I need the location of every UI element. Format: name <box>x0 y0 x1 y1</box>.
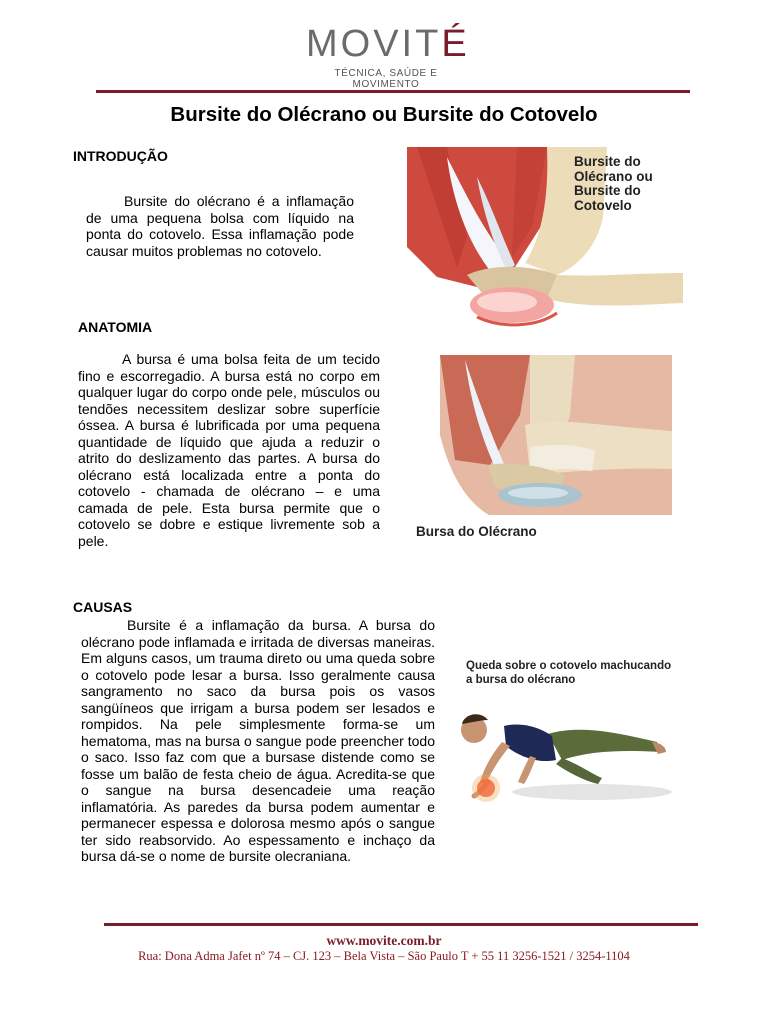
olecranon-bursa-illustration <box>410 355 672 545</box>
figure-olecranon-bursa <box>410 355 672 545</box>
fig1-caption-line: Olécrano ou <box>574 168 653 184</box>
figure-elbow-bursitis <box>407 147 683 333</box>
section-heading-causes: CAUSAS <box>73 599 133 615</box>
logo-tagline: TÉCNICA, SAÚDE E MOVIMENTO <box>334 68 438 90</box>
logo-wordmark <box>306 23 470 65</box>
logo-word-part: MOVIT <box>306 23 442 65</box>
fig3-caption-line: Queda sobre o cotovelo machucando <box>466 660 672 672</box>
section-heading-anatomy: ANATOMIA <box>78 319 153 335</box>
fig1-caption-line: Bursite do <box>574 154 641 169</box>
fig1-caption-line: Cotovelo <box>574 197 632 213</box>
figure-3-caption <box>466 659 676 687</box>
figure-2-caption: Bursa do Olécrano <box>416 524 537 539</box>
footer-address: Rua: Dona Adma Jafet nº 74 – CJ. 123 – Bela Vista – São Paulo T + 55 11 3256-1521 / 3254-1104 <box>138 949 630 963</box>
causes-text: Bursite é a inflamação da bursa. A bursa do olécrano pode inflamada e irritada de diversas maneiras. Em alguns casos, um trauma direto ou uma queda sobre o cotovelo pode lesar a bursa. Isso geralmente causa sangramento no saco da bursa pois os vasos sangüíneos que irrigam a bursa podem ser lesados e rompidos. Na pele simplesmente forma-se um hematoma, mas na bursa o sangue pode preencher todo o saco. Isso faz com que a bursase distende como se fosse um balão de festa cheio de água. Acredita-se que o sangue na bursa desencadeie uma reação inflamatória. As paredes da bursa podem aumentar e permanecer espessa e dolorosa mesmo após o sangue ter sido reabsorvido. Ao espessamento e inchaço da bursa dá-se o nome de bursite olecraniana. <box>81 617 435 864</box>
falling-person-illustration <box>452 694 676 828</box>
fig3-caption-line: a bursa do olécrano <box>466 674 576 686</box>
figure-1-caption <box>574 155 682 213</box>
fig1-caption-line: Bursite do <box>574 183 641 198</box>
intro-text: Bursite do olécrano é a inflamação de uma pequena bolsa com líquido na ponta do cotovelo. Essa inflamação pode causar muitos problemas no cotovelo. <box>86 193 354 259</box>
footer-website-link[interactable]: www.movite.com.br <box>326 933 442 948</box>
page-title: Bursite do Olécrano ou Bursite do Cotovelo <box>170 103 598 126</box>
footer-rule <box>104 923 698 926</box>
logo-word-accent: É <box>441 23 470 65</box>
section-heading-intro: INTRODUÇÃO <box>73 148 168 164</box>
movite-logo <box>298 18 470 90</box>
figure-fall-on-elbow <box>452 656 676 828</box>
header-rule <box>96 90 690 93</box>
anatomy-text: A bursa é uma bolsa feita de um tecido fino e escorregadio. A bursa está no corpo em qualquer lugar do corpo onde pele, músculos ou tendões necessitem deslizar sobre superfície óssea. A bursa é lubrificada por uma pequena quantidade de líquido que ajuda a reduzir o atrito do deslizamento das partes. A bursa do olécrano está localizada entre a ponta do cotovelo - chamada de olécrano – e uma camada de pele. Esta bursa permite que o cotovelo se dobre e estique livremente sob a pele. <box>78 351 380 549</box>
